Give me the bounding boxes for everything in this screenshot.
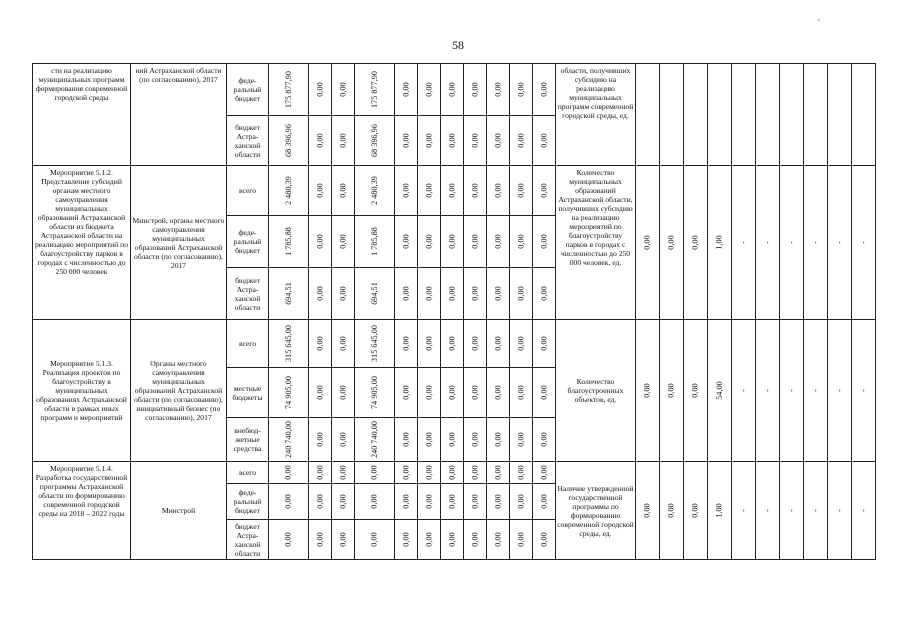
- value-cell: 0,00: [418, 320, 441, 368]
- target-cell: -: [828, 166, 852, 320]
- target-cell: [660, 64, 684, 166]
- target-cell: -: [804, 320, 828, 462]
- value-cell: 0,00: [510, 216, 533, 268]
- value-cell: 0,00: [418, 64, 441, 116]
- funding-source-cell: всего: [227, 166, 269, 216]
- value-cell: 0,00: [418, 166, 441, 216]
- value-cell: 0,00: [309, 320, 332, 368]
- value-cell: 0,00: [487, 462, 510, 484]
- value-cell: 0,00: [510, 166, 533, 216]
- measure-name-cell: Мероприятие 5.1.4. Разработка государственной программы Астраханской области по формированию современной городской среды на 2018 – 2022 годы: [33, 462, 131, 560]
- value-cell: 0,00: [418, 462, 441, 484]
- value-cell: 0,00: [309, 484, 332, 520]
- value-cell: 0,00: [309, 418, 332, 462]
- target-cell: [828, 64, 852, 166]
- funding-source-cell: бюджет Астра-ханской области: [227, 268, 269, 320]
- value-cell: 0,00: [510, 418, 533, 462]
- value-cell: 175 877,90: [355, 64, 395, 116]
- value-cell: 0,00: [441, 418, 464, 462]
- value-cell: 0,00: [441, 268, 464, 320]
- funding-source-cell: всего: [227, 320, 269, 368]
- table-row: [33, 64, 876, 116]
- target-cell: [708, 64, 732, 166]
- value-cell: 2 480,39: [269, 166, 309, 216]
- target-cell: 0,00: [684, 320, 708, 462]
- indicator-cell: Количество благоустроенных объектов, ед.: [556, 320, 636, 462]
- value-cell: 315 645,00: [269, 320, 309, 368]
- target-cell: -: [780, 166, 804, 320]
- value-cell: 0,00: [395, 484, 418, 520]
- value-cell: 0,00: [533, 418, 556, 462]
- value-cell: 0,00: [395, 520, 418, 560]
- target-cell: [780, 64, 804, 166]
- target-cell: [732, 64, 756, 166]
- value-cell: 0,00: [464, 368, 487, 418]
- value-cell: 0,00: [533, 216, 556, 268]
- target-cell: 1,00: [708, 166, 732, 320]
- executor-cell: Минстрой, органы местного самоуправления муниципальных образований Астраханской области (по согласованию), 2017: [131, 166, 227, 320]
- value-cell: 0,00: [395, 418, 418, 462]
- funding-source-cell: феде-ральный бюджет: [227, 484, 269, 520]
- value-cell: 175 877,90: [269, 64, 309, 116]
- value-cell: 0,00: [533, 268, 556, 320]
- target-cell: -: [732, 166, 756, 320]
- target-cell: -: [756, 166, 780, 320]
- value-cell: 0,00: [487, 418, 510, 462]
- value-cell: 240 740,00: [269, 418, 309, 462]
- target-cell: -: [828, 320, 852, 462]
- target-cell: -: [804, 462, 828, 560]
- target-cell: [636, 64, 660, 166]
- page-number: 58: [452, 38, 464, 52]
- target-cell: -: [732, 320, 756, 462]
- value-cell: 0,00: [533, 520, 556, 560]
- value-cell: 0,00: [510, 462, 533, 484]
- value-cell: 0,00: [418, 418, 441, 462]
- program-table: [32, 63, 876, 560]
- target-cell: -: [780, 320, 804, 462]
- value-cell: 0,00: [332, 116, 355, 166]
- value-cell: 0,00: [309, 462, 332, 484]
- target-cell: 0,00: [660, 166, 684, 320]
- value-cell: 0,00: [395, 166, 418, 216]
- value-cell: 0,00: [487, 116, 510, 166]
- value-cell: 0,00: [441, 462, 464, 484]
- value-cell: 0,00: [309, 116, 332, 166]
- value-cell: 74 905,00: [355, 368, 395, 418]
- value-cell: 240 740,00: [355, 418, 395, 462]
- target-cell: [804, 64, 828, 166]
- target-cell: -: [756, 462, 780, 560]
- value-cell: 0,00: [533, 484, 556, 520]
- target-cell: 0,00: [660, 462, 684, 560]
- value-cell: 694,51: [269, 268, 309, 320]
- target-cell: [684, 64, 708, 166]
- target-cell: [852, 64, 876, 166]
- value-cell: 0,00: [487, 368, 510, 418]
- value-cell: 0,00: [441, 520, 464, 560]
- measure-name-cell: Мероприятие 5.1.3. Реализация проектов по благоустройству в муниципальных образованиях Астраханской области в рамках иных программ и мероприятий: [33, 320, 131, 462]
- value-cell: 0,00: [418, 116, 441, 166]
- value-cell: 0,00: [395, 216, 418, 268]
- executor-cell: Минстрой: [131, 462, 227, 560]
- value-cell: 0,00: [441, 320, 464, 368]
- target-cell: 1,00: [708, 462, 732, 560]
- value-cell: 0,00: [510, 268, 533, 320]
- value-cell: 0,00: [395, 64, 418, 116]
- value-cell: 0,00: [487, 320, 510, 368]
- value-cell: 0,00: [487, 484, 510, 520]
- value-cell: 0,00: [309, 216, 332, 268]
- value-cell: 0,00: [464, 418, 487, 462]
- value-cell: 0,00: [418, 520, 441, 560]
- value-cell: 315 645,00: [355, 320, 395, 368]
- target-cell: 0,00: [684, 166, 708, 320]
- value-cell: 0,00: [441, 64, 464, 116]
- value-cell: 0,00: [441, 166, 464, 216]
- value-cell: 0,00: [418, 368, 441, 418]
- value-cell: 0,00: [418, 268, 441, 320]
- value-cell: 74 905,00: [269, 368, 309, 418]
- value-cell: 0,00: [355, 520, 395, 560]
- value-cell: 0,00: [332, 520, 355, 560]
- value-cell: 0,00: [464, 520, 487, 560]
- target-cell: -: [828, 462, 852, 560]
- value-cell: 0,00: [487, 64, 510, 116]
- value-cell: 0,00: [533, 462, 556, 484]
- value-cell: 68 396,96: [269, 116, 309, 166]
- value-cell: 0,00: [332, 368, 355, 418]
- value-cell: 0,00: [355, 462, 395, 484]
- corner-mark: ': [818, 18, 820, 29]
- value-cell: 0,00: [533, 64, 556, 116]
- value-cell: 0,00: [510, 64, 533, 116]
- funding-source-cell: внебюд-жетные средства: [227, 418, 269, 462]
- target-cell: 0,00: [684, 462, 708, 560]
- funding-source-cell: всего: [227, 462, 269, 484]
- target-cell: -: [852, 462, 876, 560]
- value-cell: 0,00: [309, 368, 332, 418]
- funding-source-cell: феде-ральный бюджет: [227, 64, 269, 116]
- value-cell: 0,00: [487, 268, 510, 320]
- value-cell: 0,00: [332, 462, 355, 484]
- target-cell: -: [852, 166, 876, 320]
- measure-name-cell: сти на реализацию муниципальных программ формирования современной городской среды: [33, 64, 131, 166]
- value-cell: 0,00: [332, 418, 355, 462]
- value-cell: 0,00: [395, 462, 418, 484]
- value-cell: 0,00: [464, 216, 487, 268]
- target-cell: 0,00: [660, 320, 684, 462]
- value-cell: 0,00: [533, 368, 556, 418]
- funding-source-cell: феде-ральный бюджет: [227, 216, 269, 268]
- value-cell: 0,00: [441, 116, 464, 166]
- value-cell: 1 785,88: [355, 216, 395, 268]
- value-cell: 0,00: [332, 216, 355, 268]
- value-cell: 0,00: [332, 268, 355, 320]
- value-cell: 0,00: [309, 268, 332, 320]
- value-cell: 694,51: [355, 268, 395, 320]
- value-cell: 68 396,96: [355, 116, 395, 166]
- value-cell: 0,00: [309, 166, 332, 216]
- value-cell: 0,00: [510, 368, 533, 418]
- table-row: [33, 462, 876, 484]
- target-cell: -: [780, 462, 804, 560]
- value-cell: 0,00: [395, 368, 418, 418]
- target-cell: 0,00: [636, 320, 660, 462]
- value-cell: 0,00: [464, 462, 487, 484]
- value-cell: 0,00: [441, 216, 464, 268]
- value-cell: 0,00: [332, 166, 355, 216]
- indicator-cell: области, получивших субсидию на реализацию муниципальных программ современной городской среды, ед.: [556, 64, 636, 166]
- value-cell: 0,00: [441, 484, 464, 520]
- measure-name-cell: Мероприятие 5.1.2. Представление субсидий органам местного самоуправления муниципальных образований Астраханской области из бюджета Астраханской области на реализацию мероприятий по благоустройству парков в городах с численностью до 250 000 человек: [33, 166, 131, 320]
- table-row: [33, 166, 876, 216]
- value-cell: 0,00: [441, 368, 464, 418]
- value-cell: 0,00: [464, 484, 487, 520]
- value-cell: 0,00: [309, 64, 332, 116]
- value-cell: 0,00: [464, 268, 487, 320]
- value-cell: 0,00: [418, 216, 441, 268]
- target-cell: -: [732, 462, 756, 560]
- value-cell: 0,00: [309, 520, 332, 560]
- indicator-cell: Количество муниципальных образований Астраханской области, получивших субсидию на реализацию мероприятий по благоустройству парков в городах с численностью до 250 000 человек, ед.: [556, 166, 636, 320]
- value-cell: 0,00: [269, 520, 309, 560]
- value-cell: 0,00: [533, 320, 556, 368]
- value-cell: 0,00: [269, 484, 309, 520]
- funding-source-cell: местные бюджеты: [227, 368, 269, 418]
- value-cell: 0,00: [510, 320, 533, 368]
- value-cell: 0,00: [418, 484, 441, 520]
- value-cell: 2 480,39: [355, 166, 395, 216]
- value-cell: 0,00: [533, 116, 556, 166]
- value-cell: 0,00: [464, 166, 487, 216]
- value-cell: 0,00: [332, 320, 355, 368]
- target-cell: -: [804, 166, 828, 320]
- funding-source-cell: бюджет Астра-ханской области: [227, 520, 269, 560]
- value-cell: 0,00: [395, 268, 418, 320]
- value-cell: 0,00: [269, 462, 309, 484]
- target-cell: -: [852, 320, 876, 462]
- target-cell: 0,00: [636, 166, 660, 320]
- value-cell: 0,00: [395, 116, 418, 166]
- executor-cell: Органы местного самоуправления муниципальных образований Астраханской области (по согласованию), инициативный бизнес (по согласованию), 2017: [131, 320, 227, 462]
- target-cell: -: [756, 320, 780, 462]
- value-cell: 0,00: [487, 520, 510, 560]
- value-cell: 0,00: [510, 520, 533, 560]
- value-cell: 0,00: [487, 216, 510, 268]
- value-cell: 0,00: [395, 320, 418, 368]
- value-cell: 0,00: [464, 64, 487, 116]
- table-row: [33, 320, 876, 368]
- executor-cell: ний Астраханской области (по согласованию), 2017: [131, 64, 227, 166]
- value-cell: 0,00: [464, 320, 487, 368]
- target-cell: 0,00: [636, 462, 660, 560]
- value-cell: 0,00: [332, 64, 355, 116]
- target-cell: 54,00: [708, 320, 732, 462]
- value-cell: 0,00: [533, 166, 556, 216]
- value-cell: 0,00: [355, 484, 395, 520]
- funding-source-cell: бюджет Астра-ханской области: [227, 116, 269, 166]
- value-cell: 0,00: [332, 484, 355, 520]
- value-cell: 1 785,88: [269, 216, 309, 268]
- value-cell: 0,00: [464, 116, 487, 166]
- value-cell: 0,00: [487, 166, 510, 216]
- target-cell: [756, 64, 780, 166]
- indicator-cell: Наличие утвержденной государственной программы по формированию современной городской среды, ед.: [556, 462, 636, 560]
- value-cell: 0,00: [510, 484, 533, 520]
- value-cell: 0,00: [510, 116, 533, 166]
